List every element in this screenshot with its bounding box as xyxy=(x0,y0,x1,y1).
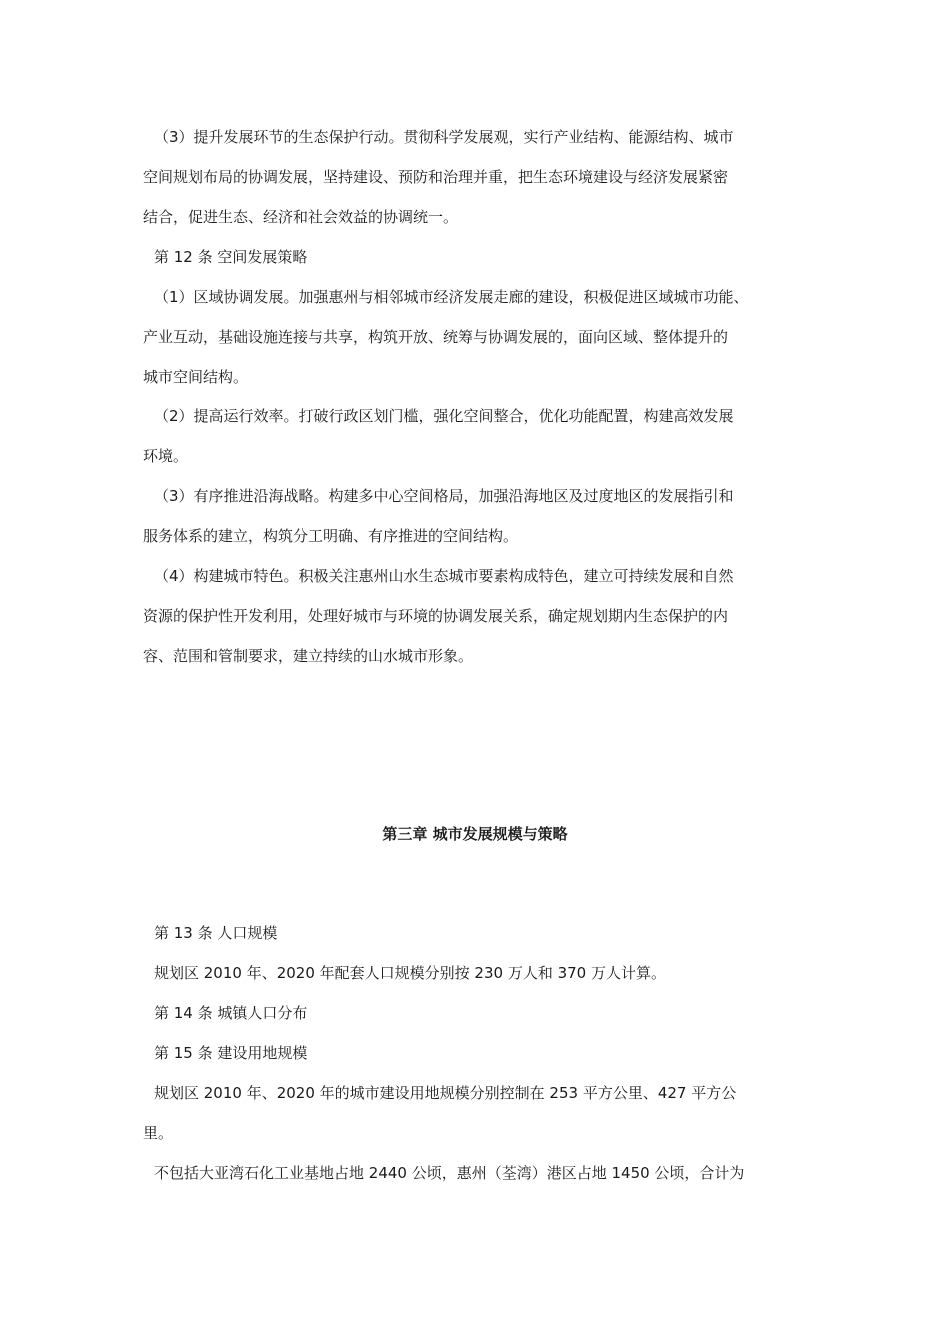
article-title: 第 15 条 建设用地规模 xyxy=(154,1044,308,1062)
paragraph-line: 产业互动，基础设施连接与共享，构筑开放、统筹与协调发展的，面向区域、整体提升的 xyxy=(143,328,729,346)
paragraph-line: 环境。 xyxy=(143,447,189,465)
paragraph-line: 服务体系的建立，构筑分工明确、有序推进的空间结构。 xyxy=(143,527,519,545)
paragraph-line: 城市空间结构。 xyxy=(143,368,249,386)
article-title: 第 14 条 城镇人口分布 xyxy=(154,1004,308,1022)
article-title: 第 13 条 人口规模 xyxy=(154,924,278,942)
paragraph-line: （4）构建城市特色。积极关注惠州山水生态城市要素构成特色，建立可持续发展和自然 xyxy=(154,567,734,585)
paragraph-line: 里。 xyxy=(143,1124,174,1142)
paragraph-line: （1）区域协调发展。加强惠州与相邻城市经济发展走廊的建设，积极促进区域城市功能、 xyxy=(154,288,749,306)
paragraph-line: 规划区 2010 年、2020 年配套人口规模分别按 230 万人和 370 万人计算。 xyxy=(154,964,666,982)
paragraph-line: （3）提升发展环节的生态保护行动。贯彻科学发展观，实行产业结构、能源结构、城市 xyxy=(154,128,734,146)
paragraph-line: 资源的保护性开发利用，处理好城市与环境的协调发展关系，确定规划期内生态保护的内 xyxy=(143,607,729,625)
paragraph-line: 空间规划布局的协调发展，坚持建设、预防和治理并重，把生态环境建设与经济发展紧密 xyxy=(143,168,729,186)
article-title: 第 12 条 空间发展策略 xyxy=(154,248,308,266)
paragraph-line: 结合，促进生态、经济和社会效益的协调统一。 xyxy=(143,208,459,226)
paragraph-line: 不包括大亚湾石化工业基地占地 2440 公顷，惠州（荃湾）港区占地 1450 公顷，合计为 xyxy=(154,1164,745,1182)
paragraph-line: （2）提高运行效率。打破行政区划门槛，强化空间整合，优化功能配置，构建高效发展 xyxy=(154,407,734,425)
paragraph-line: 规划区 2010 年、2020 年的城市建设用地规模分别控制在 253 平方公里、427 平方公 xyxy=(154,1084,737,1102)
paragraph-line: 容、范围和管制要求，建立持续的山水城市形象。 xyxy=(143,647,474,665)
chapter-heading: 第三章 城市发展规模与策略 xyxy=(382,825,568,843)
paragraph-line: （3）有序推进沿海战略。构建多中心空间格局，加强沿海地区及过度地区的发展指引和 xyxy=(154,487,734,505)
